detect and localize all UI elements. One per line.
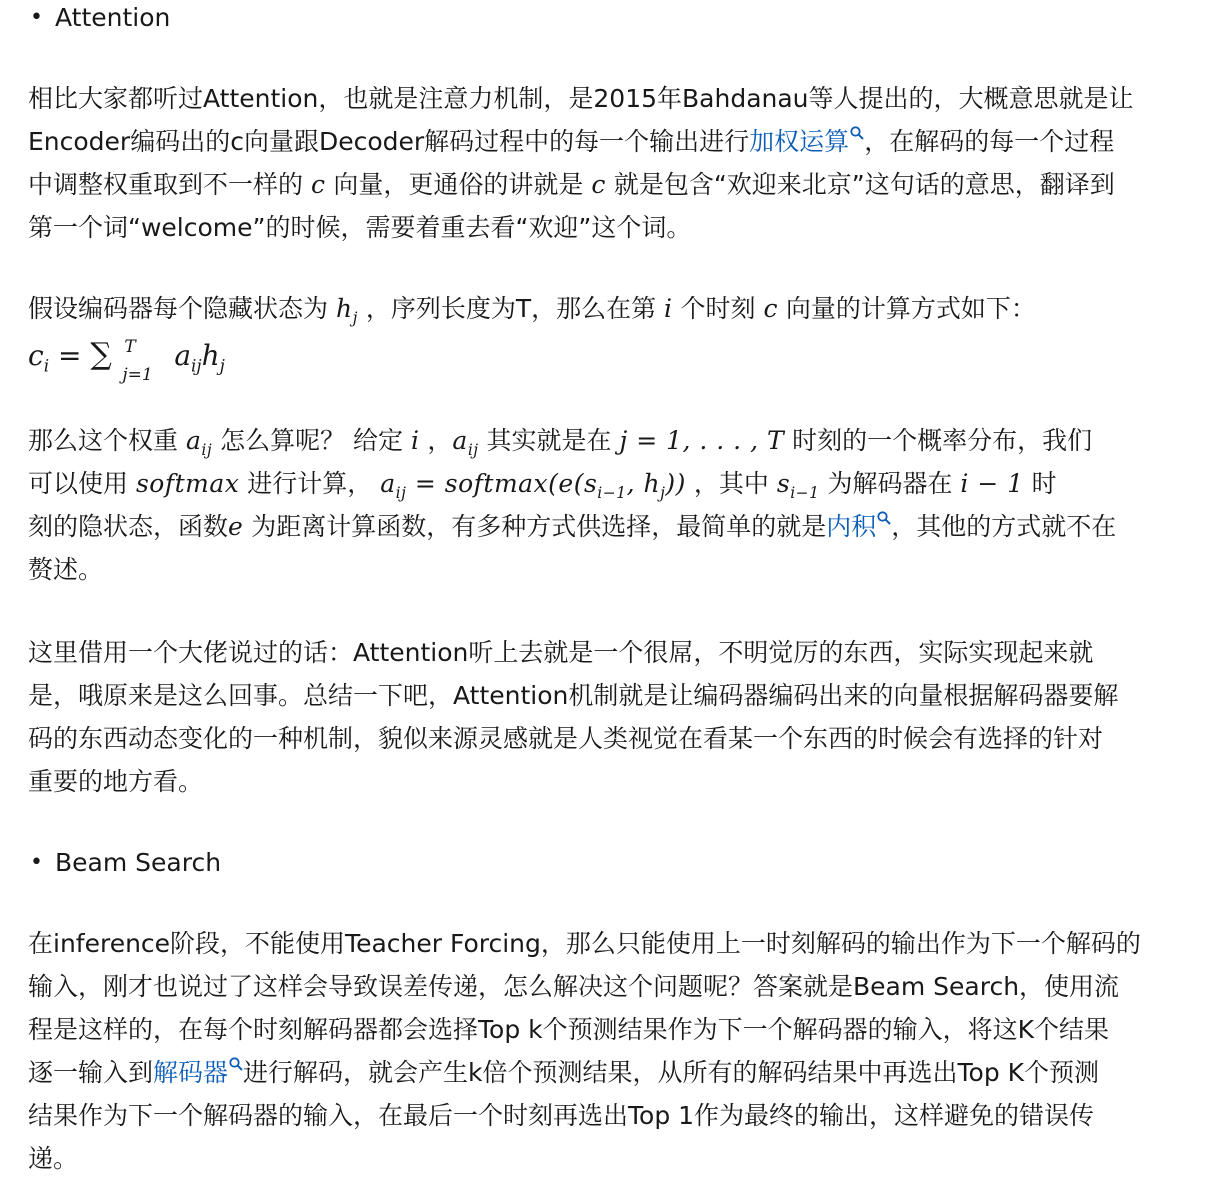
sum-lower: j=1 — [122, 365, 153, 385]
text-line: 递。 — [28, 1144, 79, 1173]
text-span: ， — [419, 426, 453, 455]
text-line: 重要的地方看。 — [28, 767, 204, 796]
text-line: 是，哦原来是这么回事。总结一下吧，Attention机制就是让编码器编码出来的向量根据解码器要解 — [28, 681, 1119, 710]
math-hj — [335, 294, 358, 327]
section-bullet-beam-search — [28, 845, 1224, 881]
math-c: c — [310, 170, 326, 199]
text-span: Encoder编码出的c向量跟Decoder解码过程中的每一个输出进行 — [28, 127, 750, 156]
math-aij — [452, 426, 479, 459]
math-var: = softmax(e(s — [406, 469, 598, 498]
link-label[interactable]: 加权运算 — [749, 127, 850, 156]
link-weighted-operation[interactable] — [749, 127, 864, 156]
math-sub: ij — [191, 355, 202, 376]
search-icon[interactable] — [877, 511, 891, 525]
text-span: 向量的计算方式如下： — [777, 294, 1036, 323]
text-line: 在inference阶段，不能使用Teacher Forcing，那么只能使用上一时刻解码的输出作为下一个解码的 — [28, 929, 1141, 958]
text-line — [28, 163, 1134, 206]
search-icon[interactable] — [850, 126, 864, 140]
text-span: 时 — [1023, 469, 1057, 498]
formula-lhs — [28, 339, 50, 376]
math-sub: ij — [395, 484, 407, 502]
text-span: 其实就是在 — [478, 426, 620, 455]
math-var: s — [776, 469, 791, 498]
math-var: h — [335, 294, 353, 323]
bullet-label: Attention — [55, 3, 171, 32]
bullet-label: Beam Search — [55, 848, 222, 877]
text-line — [28, 120, 1134, 163]
text-span: 逐一输入到 — [28, 1058, 154, 1087]
math-sub: i−1 — [790, 484, 820, 502]
formula-a — [174, 339, 202, 376]
search-icon[interactable] — [229, 1057, 243, 1071]
math-sub: i−1 — [597, 484, 627, 502]
math-softmax-equation — [380, 469, 686, 502]
text-span: 可以使用 — [28, 469, 136, 498]
math-c: c — [591, 170, 606, 199]
text-line: 第一个词“welcome”的时候，需要着重去看“欢迎”这个词。 — [28, 213, 692, 242]
paragraph-weight-computation — [28, 419, 1116, 591]
text-span: 为解码器在 — [819, 469, 961, 498]
math-range: j = 1, . . . , T — [619, 426, 785, 455]
text-span: 中调整权重取到不一样的 — [28, 170, 311, 199]
text-line — [28, 1051, 1141, 1094]
text-span: 进行解码，就会产生k倍个预测结果，从所有的解码结果中再选出Top K个预测 — [243, 1058, 1100, 1087]
text-line — [28, 287, 1036, 330]
text-span: ，在解码的每一个过程 — [864, 127, 1115, 156]
text-line: 这里借用一个大佬说过的话：Attention听上去就是一个很屌，不明觉厉的东西，实际实现起来就 — [28, 638, 1094, 667]
text-span: 为距离计算函数，有多种方式供选择，最简单的就是 — [243, 512, 827, 541]
text-line: 码的东西动态变化的一种机制，貌似来源灵感就是人类视觉在看某一个东西的时候会有选择的针对 — [28, 724, 1104, 753]
math-sub: j — [660, 484, 666, 502]
paragraph-beam-search — [28, 922, 1141, 1180]
link-inner-product[interactable] — [826, 512, 891, 541]
math-var: , h — [626, 469, 661, 498]
math-i-minus-1: i − 1 — [960, 469, 1024, 498]
math-var: c — [28, 339, 44, 372]
text-span: 怎么算呢？ 给定 — [212, 426, 411, 455]
math-i: i — [664, 294, 673, 323]
math-c: c — [763, 294, 778, 323]
text-line: 相比大家都听过Attention，也就是注意力机制，是2015年Bahdanau等人提出的，大概意思就是让 — [28, 84, 1134, 113]
sigma-symbol: ∑ — [90, 337, 112, 372]
text-span: ，其他的方式就不在 — [891, 512, 1117, 541]
formula-h — [201, 339, 225, 376]
formula-sum — [90, 337, 174, 385]
math-softmax: softmax — [135, 469, 240, 498]
text-span: ，其中 — [685, 469, 777, 498]
link-decoder[interactable] — [153, 1058, 243, 1087]
text-line — [28, 419, 1116, 462]
bullet-dot: • — [30, 5, 43, 30]
paragraph-attention-intro — [28, 77, 1134, 249]
math-i: i — [410, 426, 420, 455]
math-sub: i — [43, 355, 50, 376]
text-span: 那么这个权重 — [28, 426, 186, 455]
math-sub: j — [352, 309, 358, 327]
text-line: 结果作为下一个解码器的输入，在最后一个时刻再选出Top 1作为最终的输出，这样避免的错误传 — [28, 1101, 1095, 1130]
text-line — [28, 505, 1116, 548]
link-label[interactable]: 内积 — [826, 512, 877, 541]
text-span: 向量，更通俗的讲就是 — [325, 170, 592, 199]
text-span: 假设编码器每个隐藏状态为 — [28, 294, 336, 323]
math-var: a — [380, 469, 396, 498]
math-var: )) — [665, 469, 686, 498]
text-span: 时刻的一个概率分布，我们 — [784, 426, 1093, 455]
text-span: 刻的隐状态，函数 — [28, 512, 229, 541]
text-line — [28, 462, 1116, 505]
math-sub: ij — [201, 441, 213, 459]
bullet-dot: • — [30, 850, 43, 875]
text-span: 就是包含“欢迎来北京”这句话的意思，翻译到 — [605, 170, 1115, 199]
text-line: 输入，刚才也说过了这样会导致误差传递，怎么解决这个问题呢？答案就是Beam Search，使用流 — [28, 972, 1120, 1001]
math-sub: ij — [467, 441, 479, 459]
section-bullet-attention — [28, 0, 1224, 36]
math-s — [776, 469, 820, 502]
text-span: 个时刻 — [672, 294, 764, 323]
text-line: 赘述。 — [28, 555, 104, 584]
formula-equals: = — [49, 339, 91, 372]
math-var: a — [185, 426, 202, 455]
text-span: ，序列长度为T，那么在第 — [357, 294, 665, 323]
math-var: a — [174, 339, 192, 372]
math-aij — [185, 426, 213, 459]
text-line: 程是这样的，在每个时刻解码器都会选择Top k个预测结果作为下一个解码器的输入，将这K个结果 — [28, 1015, 1110, 1044]
math-e: e — [228, 512, 244, 541]
paragraph-hidden-state — [28, 287, 1036, 330]
text-span: 进行计算， — [239, 469, 381, 498]
math-var: a — [452, 426, 468, 455]
paragraph-attention-summary — [28, 631, 1118, 803]
math-sub: j — [219, 355, 225, 376]
math-var: h — [201, 339, 220, 372]
link-label[interactable]: 解码器 — [153, 1058, 229, 1087]
sum-upper: T — [124, 337, 136, 357]
formula-context-vector — [28, 334, 428, 385]
